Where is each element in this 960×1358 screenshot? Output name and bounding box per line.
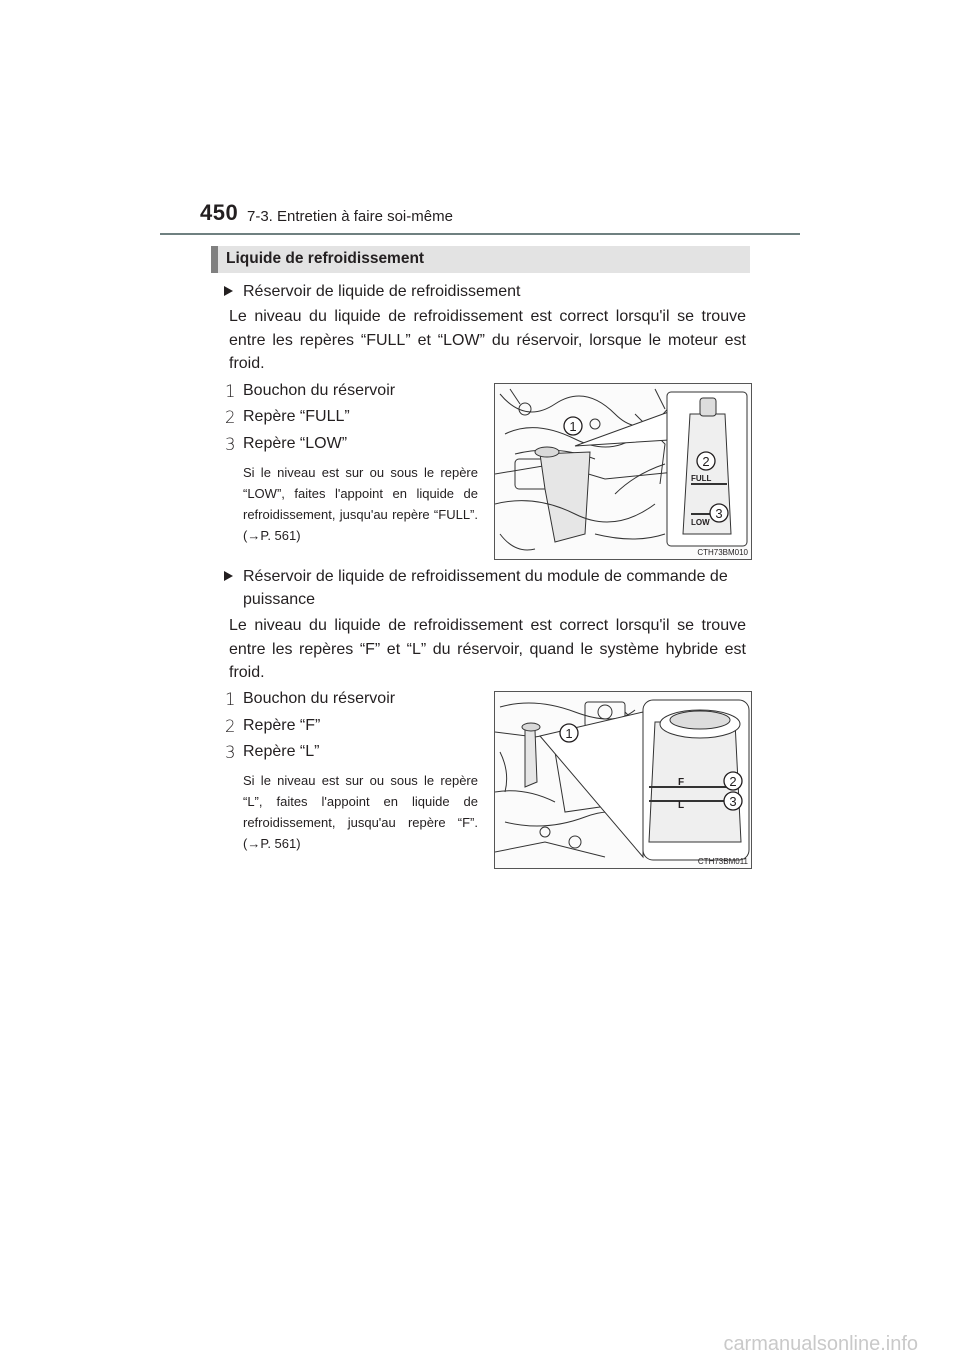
engine-bay-illustration — [495, 692, 751, 868]
figure-coolant-reservoir — [494, 383, 752, 560]
item-1-1-text: Bouchon du réservoir — [243, 382, 396, 399]
item-2-2: 2 — [225, 717, 236, 736]
header-rule — [160, 233, 800, 235]
callout-1-icon: 1 — [565, 726, 573, 741]
figure-label-low: LOW — [691, 518, 710, 527]
page-number: 450 — [200, 200, 239, 225]
item-2-3-text: Repère “L” — [243, 743, 320, 760]
watermark: carmanualsonline.info — [723, 1333, 918, 1355]
heading-text: Liquide de refroidissement — [226, 250, 425, 267]
bullet-1 — [243, 280, 748, 303]
triangle-bullet-icon — [224, 286, 233, 296]
paragraph-1: Le niveau du liquide de refroidissement est correct lorsqu'il se trouve entre les repères “FULL” et “LOW” du réservoir, lorsque le moteur est froid. — [229, 308, 746, 372]
item-1-3-text: Repère “LOW” — [243, 435, 348, 452]
figure-pcu-coolant-reservoir — [494, 691, 752, 869]
note-1: Si le niveau est sur ou sous le repère “LOW”, faites l'appoint en liquide de refroidissement, jusqu'au repère “FULL”. (→P. 561) — [243, 465, 478, 543]
triangle-bullet-icon — [224, 571, 233, 581]
figure-label-l: L — [678, 800, 685, 811]
item-1-1: 1 — [225, 382, 236, 401]
item-1-2-text: Repère “FULL” — [243, 408, 350, 425]
paragraph-2: Le niveau du liquide de refroidissement est correct lorsqu'il se trouve entre les repères “F” et “L” du réservoir, quand le système hybride est froid. — [229, 617, 746, 681]
item-2-1-text: Bouchon du réservoir — [243, 690, 396, 707]
item-1-2: 2 — [225, 408, 236, 427]
item-2-2-text: Repère “F” — [243, 717, 321, 734]
bullet-1-text: Réservoir de liquide de refroidissement — [243, 283, 521, 300]
engine-bay-illustration — [495, 384, 751, 559]
figure-label-f: F — [678, 777, 685, 788]
section-title: 7-3. Entretien à faire soi-même — [247, 208, 453, 225]
heading-bar — [211, 246, 218, 273]
item-1-3: 3 — [225, 435, 236, 454]
figure-label-full: FULL — [691, 474, 712, 483]
figure-code-2: CTH73BM011 — [697, 857, 748, 866]
item-2-1: 1 — [225, 690, 236, 709]
item-2-3: 3 — [225, 743, 236, 762]
bullet-2 — [243, 565, 748, 611]
callout-2-icon: 2 — [702, 454, 710, 469]
note-2: Si le niveau est sur ou sous le repère “L”, faites l'appoint en liquide de refroidissement, jusqu'au repère “F”. (→P. 561) — [243, 773, 478, 851]
figure-code-1: CTH73BM010 — [697, 548, 748, 557]
callout-3-icon: 3 — [729, 794, 737, 809]
bullet-2-text: Réservoir de liquide de refroidissement du module de commande de puissance — [243, 568, 728, 608]
callout-3-icon: 3 — [715, 506, 723, 521]
section-heading — [211, 246, 750, 273]
callout-2-icon: 2 — [729, 774, 737, 789]
callout-1-icon: 1 — [569, 419, 577, 434]
